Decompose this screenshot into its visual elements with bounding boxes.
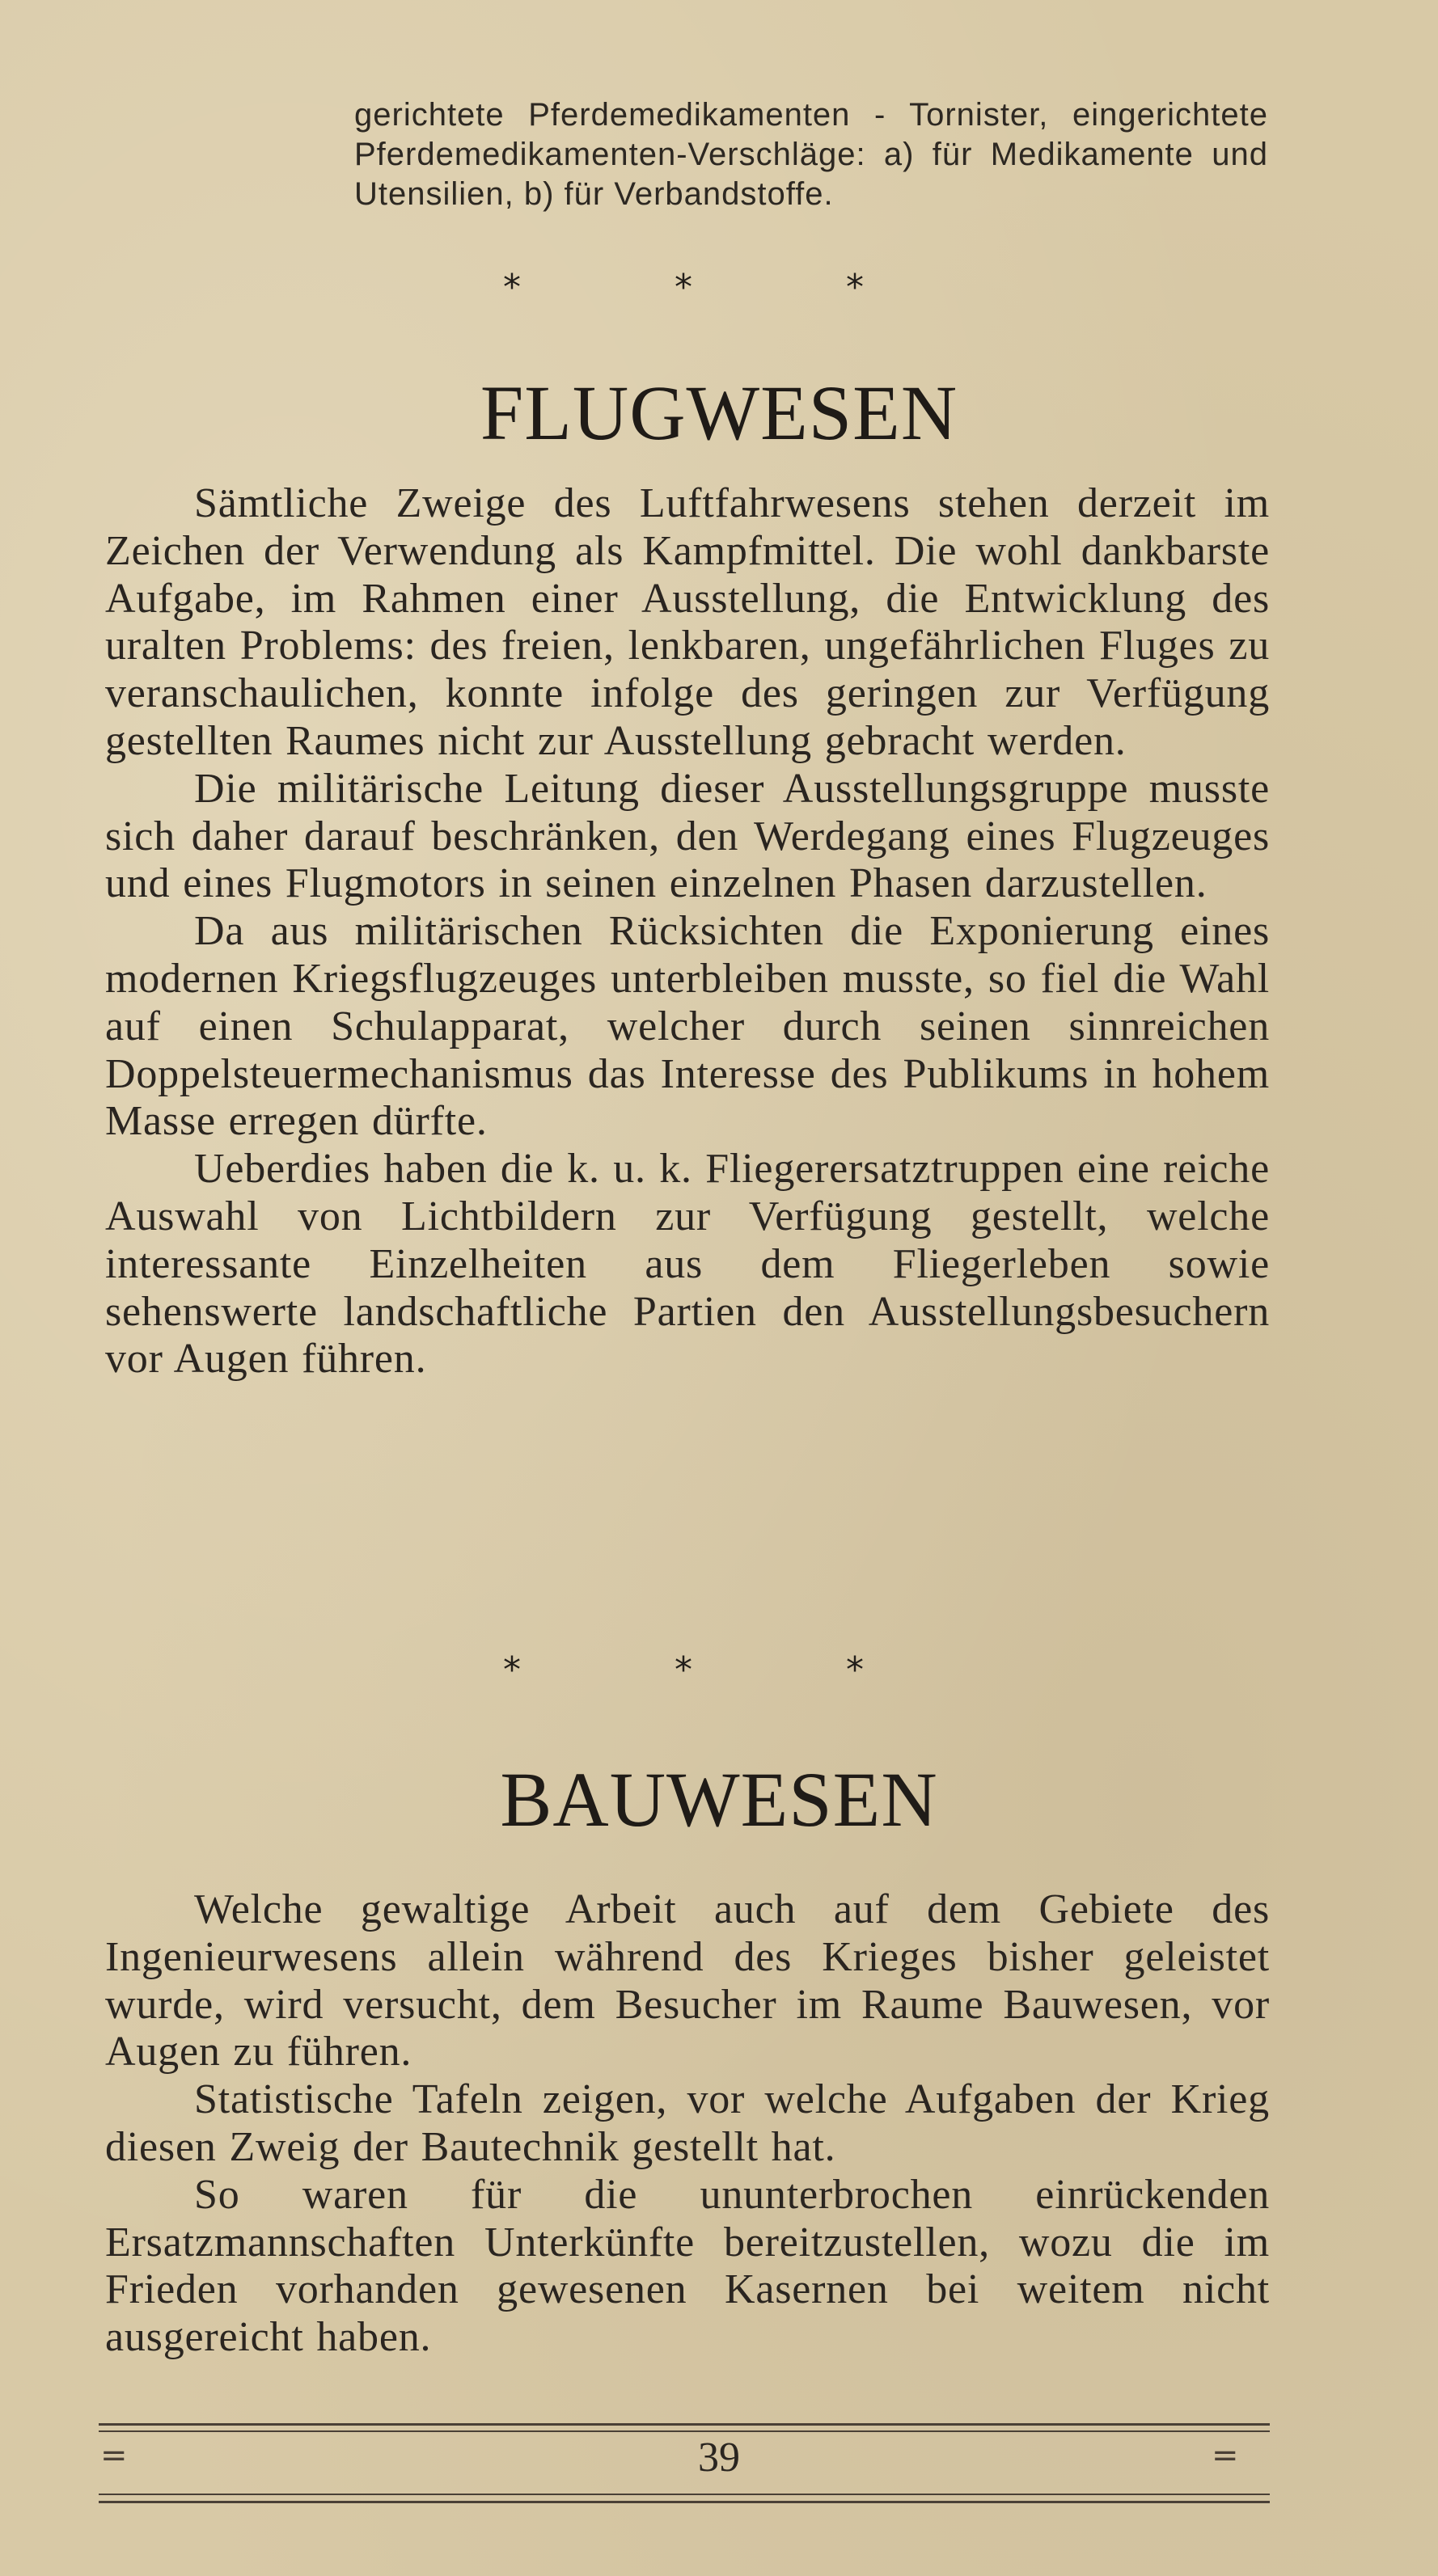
footer-ornament-left: =: [100, 2437, 128, 2474]
footer-rule-top-inner: [99, 2430, 1270, 2432]
bauwesen-body: [105, 1886, 1270, 2362]
page-number: 39: [698, 2435, 740, 2481]
section-separator: * * *: [503, 267, 935, 308]
paragraph: Sämtliche Zweige des Luftfahrwesens stehen derzeit im Zeichen der Verwendung als Kampfmittel. Die wohl dankbarste Aufgabe, im Rahmen einer Ausstellung, die Entwicklung des uralten Problems: des freien, lenkbaren, ungefährlichen Fluges zu veranschaulichen, konnte infolge des geringen zur Verfügung gestellten Raumes nicht zur Ausstellung gebracht werden.: [105, 480, 1270, 764]
footer-rule-top: [99, 2423, 1270, 2426]
paragraph: Da aus militärischen Rücksichten die Exponierung eines modernen Kriegsflugzeuges unterbleiben musste, so fiel die Wahl auf einen Schulapparat, welcher durch seinen sinnreichen Doppelsteuermechanismus das Interesse des Publikums in hohem Masse erregen dürfte.: [105, 908, 1270, 1145]
paragraph: Ueberdies haben die k. u. k. Fliegerersatztruppen eine reiche Auswahl von Lichtbildern zur Verfügung gestellt, welche interessante Einzelheiten aus dem Fliegerleben sowie sehenswerte landschaftliche Partien den Ausstellungsbesuchern vor Augen führen.: [105, 1146, 1270, 1383]
footer-ornament-right: =: [1212, 2437, 1239, 2474]
section-separator: * * *: [503, 1649, 935, 1691]
paragraph: Statistische Tafeln zeigen, vor welche Aufgaben der Krieg diesen Zweig der Bautechnik gestellt hat.: [105, 2076, 1270, 2170]
continued-list-text: gerichtete Pferdemedikamenten - Tornister, eingerichtete Pferdemedikamenten-Verschläge: a) für Medikamente und Utensilien, b) für Verbandstoffe.: [354, 97, 1268, 212]
flugwesen-body: [105, 480, 1270, 1383]
paragraph: Die militärische Leitung dieser Ausstellungsgruppe musste sich daher darauf beschränken, den Werdegang eines Flugzeuges und eines Flugmotors in seinen einzelnen Phasen darzustellen.: [105, 765, 1270, 907]
paragraph: Welche gewaltige Arbeit auch auf dem Gebiete des Ingenieurwesens allein während des Krieges bisher geleistet wurde, wird versucht, dem Besucher im Raume Bauwesen, vor Augen zu führen.: [105, 1886, 1270, 2076]
footer-rule-bottom-inner: [99, 2494, 1270, 2495]
section-title-flugwesen: FLUGWESEN: [480, 370, 958, 456]
footer-rule-bottom: [99, 2501, 1270, 2503]
paragraph: So waren für die ununterbrochen einrückenden Ersatzmannschaften Unterkünfte bereitzustellen, wozu die im Frieden vorhanden gewesenen Kasernen bei weitem nicht ausgereicht haben.: [105, 2171, 1270, 2361]
section-title-bauwesen: BAUWESEN: [500, 1756, 938, 1843]
